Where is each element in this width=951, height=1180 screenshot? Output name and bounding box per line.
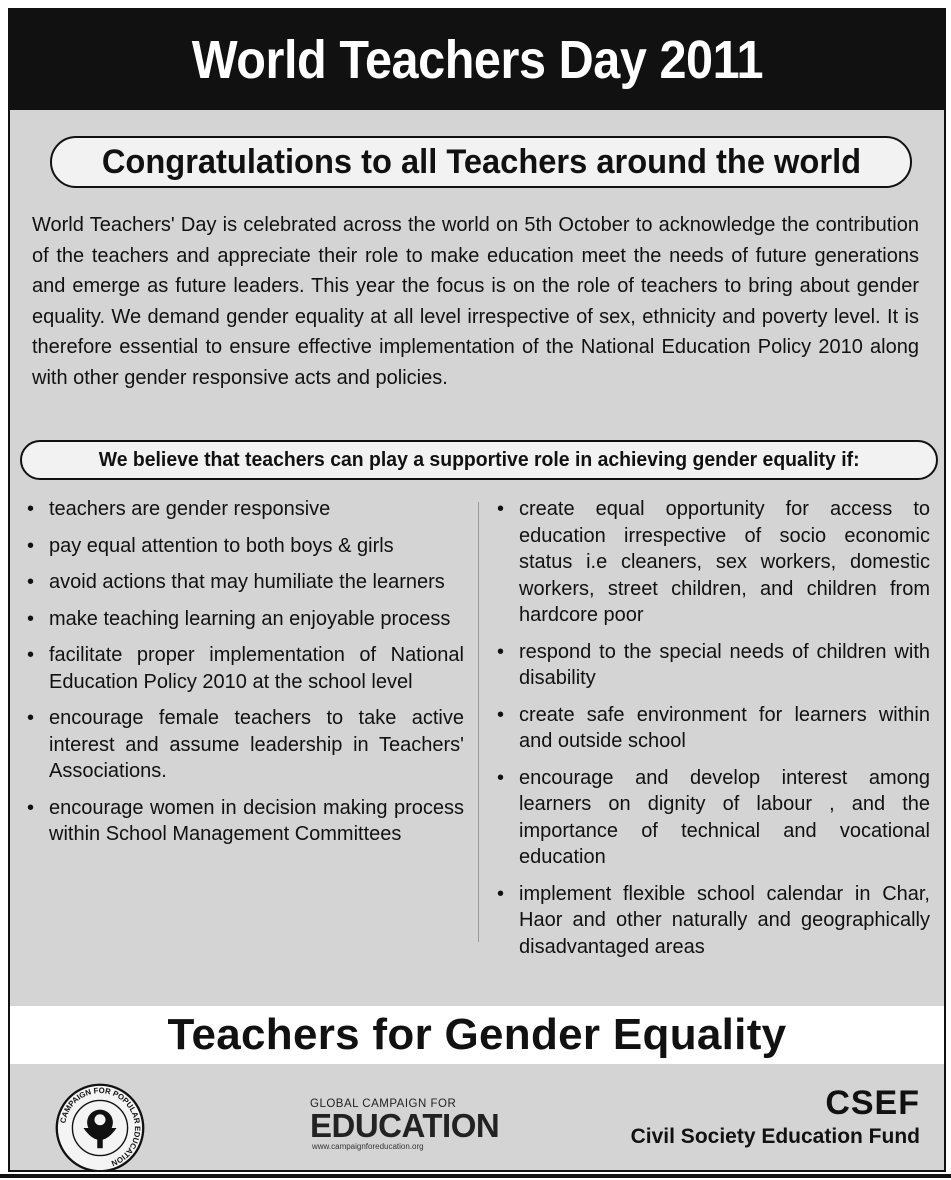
gce-small-text: GLOBAL CAMPAIGN FOR: [310, 1098, 457, 1110]
column-divider: [478, 502, 479, 942]
csef-full-name: Civil Society Education Fund: [630, 1125, 920, 1148]
congratulations-banner: [50, 136, 912, 188]
bullet-text: encourage female teachers to take active interest and assume leadership in Teachers' Associations.: [49, 707, 464, 782]
seal-ring-text: CAMPAIGN FOR POPULAR EDUCATION: [58, 1085, 143, 1168]
left-bullet-list: [24, 496, 464, 858]
bullet-text: respond to the special needs of children with disability: [519, 640, 930, 689]
bullet-text: avoid actions that may humiliate the learners: [49, 571, 445, 593]
gce-logo: [310, 1098, 530, 1151]
bullet-point-icon: •: [27, 571, 35, 593]
bullet-text: teachers are gender responsive: [49, 498, 331, 520]
header-bar: [10, 10, 944, 110]
bullet-text: pay equal attention to both boys & girls: [49, 534, 394, 557]
bullet-point-icon: •: [27, 498, 35, 520]
gce-url: www.campaignforeducation.org: [312, 1142, 424, 1151]
bullet-point-icon: •: [497, 640, 505, 663]
bullet-text: encourage women in decision making process within School Management Committees: [49, 796, 464, 845]
bullet-point-icon: •: [27, 796, 35, 819]
belief-text: We believe that teachers can play a supportive role in achieving gender equality if:: [98, 448, 860, 471]
footer: [10, 1066, 944, 1172]
congratulations-text: Congratulations to all Teachers around the world: [101, 142, 861, 181]
bullet-point-icon: •: [497, 703, 505, 726]
advertisement-frame: [8, 8, 946, 1172]
bullet-item: [24, 642, 464, 695]
bullet-text: implement flexible school calendar in Char, Haor and other naturally and geographically disadvantaged areas: [519, 882, 930, 958]
bullet-item: [24, 533, 464, 560]
bullet-point-icon: •: [27, 607, 35, 630]
bullet-point-icon: •: [497, 882, 505, 905]
bullet-item: [494, 881, 930, 961]
tagline-text: Teachers for Gender Equality: [167, 1010, 787, 1059]
bullet-item: [494, 702, 930, 755]
tagline-band: [10, 1006, 944, 1064]
bullet-item: [494, 639, 930, 692]
bullet-point-icon: •: [27, 644, 35, 666]
bullet-item: [494, 765, 930, 871]
belief-banner: [20, 440, 938, 480]
intro-paragraph: World Teachers' Day is celebrated across the world on 5th October to acknowledge the contribution of the teachers and appreciate their role to make education meet the needs of future generations and emerge as future leaders. This year the focus is on the role of teachers to bring about gender equality. We demand gender equality at all level irrespective of sex, ethnicity and poverty level. It is therefore essential to ensure effective implementation of the National Education Policy 2010 along with other gender responsive acts and policies.: [32, 214, 919, 389]
campe-seal-icon: [54, 1082, 146, 1172]
gce-big-text: EDUCATION: [310, 1107, 500, 1144]
csef-abbreviation: CSEF: [825, 1084, 920, 1122]
bullet-text: facilitate proper implementation of National Education Policy 2010 at the school level: [49, 644, 464, 693]
bullet-item: [24, 496, 464, 523]
bullet-point-icon: •: [27, 534, 35, 557]
page-title: World Teachers Day 2011: [191, 30, 763, 90]
bullet-item: [24, 569, 464, 596]
bullet-item: [24, 606, 464, 633]
bottom-rule: [0, 1174, 951, 1178]
bullet-columns: [10, 496, 944, 966]
bullet-item: [24, 705, 464, 785]
bullet-text: make teaching learning an enjoyable process: [49, 607, 451, 630]
bullet-point-icon: •: [497, 766, 505, 789]
bullet-point-icon: •: [497, 498, 505, 520]
right-bullet-list: [494, 496, 930, 970]
bullet-text: encourage and develop interest among learners on dignity of labour , and the importance of technical and vocational education: [519, 766, 930, 868]
csef-logo: [631, 1084, 920, 1152]
bullet-text: create safe environment for learners within and outside school: [519, 703, 930, 752]
bullet-point-icon: •: [27, 707, 35, 729]
bullet-text: create equal opportunity for access to education irrespective of socio economic status i.e cleaners, sex workers, domestic workers, street children, and children from hardcore poor: [519, 498, 930, 626]
bullet-item: [494, 496, 930, 629]
bullet-item: [24, 795, 464, 848]
